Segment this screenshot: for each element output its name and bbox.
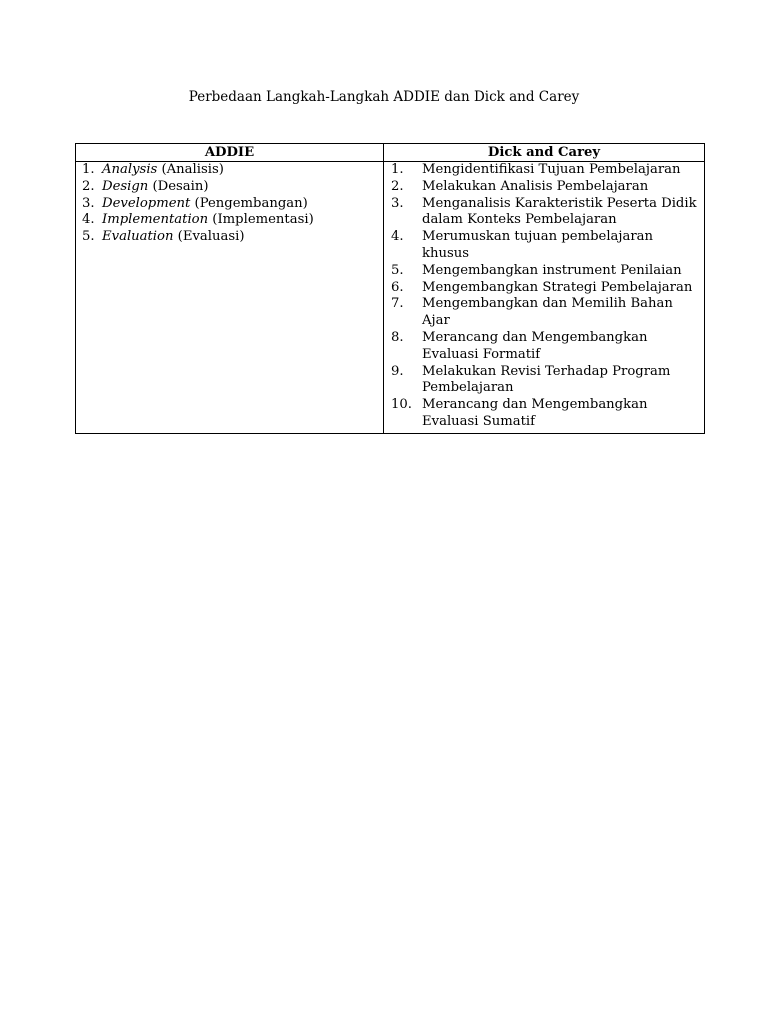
step-text: Mengembangkan instrument Penilaian: [422, 262, 682, 278]
addie-step: [76, 179, 383, 196]
step-number: 10.: [391, 397, 412, 413]
step-text: Mengembangkan Strategi Pembelajaran: [422, 279, 693, 295]
addie-step: [76, 229, 383, 246]
dick-and-carey-step: [384, 280, 704, 297]
dick-and-carey-step: [384, 397, 704, 431]
table-header-row: [76, 144, 705, 162]
step-text: Mengembangkan dan Memilih Bahan Ajar: [422, 296, 673, 329]
step-text: Melakukan Analisis Pembelajaran: [422, 178, 649, 194]
step-term: Design: [102, 178, 149, 194]
addie-step: [76, 196, 383, 213]
addie-step-list: [76, 162, 383, 248]
dick-and-carey-step: [384, 364, 704, 398]
dick-and-carey-step: [384, 330, 704, 364]
addie-step: [76, 162, 383, 179]
step-translation: (Analisis): [161, 162, 224, 177]
step-translation: (Desain): [152, 178, 209, 194]
step-text: Merancang dan Mengembangkan Evaluasi Formatif: [422, 329, 648, 362]
step-number: 2.: [391, 178, 404, 194]
step-text: Melakukan Revisi Terhadap Program Pembelajaran: [422, 363, 671, 396]
step-number: 1.: [82, 162, 95, 177]
step-number: 4.: [82, 212, 95, 228]
dick-and-carey-step: [384, 229, 704, 263]
dick-and-carey-step-list: [384, 162, 704, 433]
document-title: Perbedaan Langkah-Langkah ADDIE dan Dick and Carey: [188, 89, 580, 105]
step-number: 5.: [391, 262, 404, 278]
step-term: Development: [102, 195, 191, 211]
step-number: 9.: [391, 363, 404, 379]
dick-and-carey-cell: [384, 162, 705, 434]
step-text: Merancang dan Mengembangkan Evaluasi Sumatif: [422, 397, 648, 429]
dick-and-carey-step: [384, 296, 704, 330]
step-translation: (Evaluasi): [177, 229, 245, 245]
step-term: Analysis: [102, 162, 158, 177]
step-number: 7.: [391, 296, 404, 312]
step-number: 2.: [82, 178, 95, 194]
step-number: 1.: [391, 162, 404, 177]
step-term: Evaluation: [102, 229, 174, 245]
step-number: 3.: [82, 195, 95, 211]
header-dick-and-carey: Dick and Carey: [384, 144, 705, 162]
step-translation: (Implementasi): [212, 212, 314, 228]
step-number: 4.: [391, 229, 404, 245]
comparison-table: [75, 143, 705, 434]
step-term: Implementation: [102, 212, 209, 228]
dick-and-carey-step: [384, 196, 704, 230]
step-translation: (Pengembangan): [194, 195, 308, 211]
step-number: 6.: [391, 279, 404, 295]
header-addie: ADDIE: [76, 144, 384, 162]
dick-and-carey-step: [384, 179, 704, 196]
step-text: Merumuskan tujuan pembelajaran khusus: [422, 229, 654, 261]
step-number: 5.: [82, 229, 95, 245]
addie-step: [76, 212, 383, 229]
step-number: 3.: [391, 195, 404, 211]
step-text: Menganalisis Karakteristik Peserta Didik dalam Konteks Pembelajaran: [422, 195, 697, 228]
addie-cell: [76, 162, 384, 434]
dick-and-carey-step: [384, 263, 704, 280]
step-number: 8.: [391, 329, 404, 345]
dick-and-carey-step: [384, 162, 704, 179]
step-text: Mengidentifikasi Tujuan Pembelajaran: [422, 162, 681, 177]
table-body-row: [76, 162, 705, 434]
